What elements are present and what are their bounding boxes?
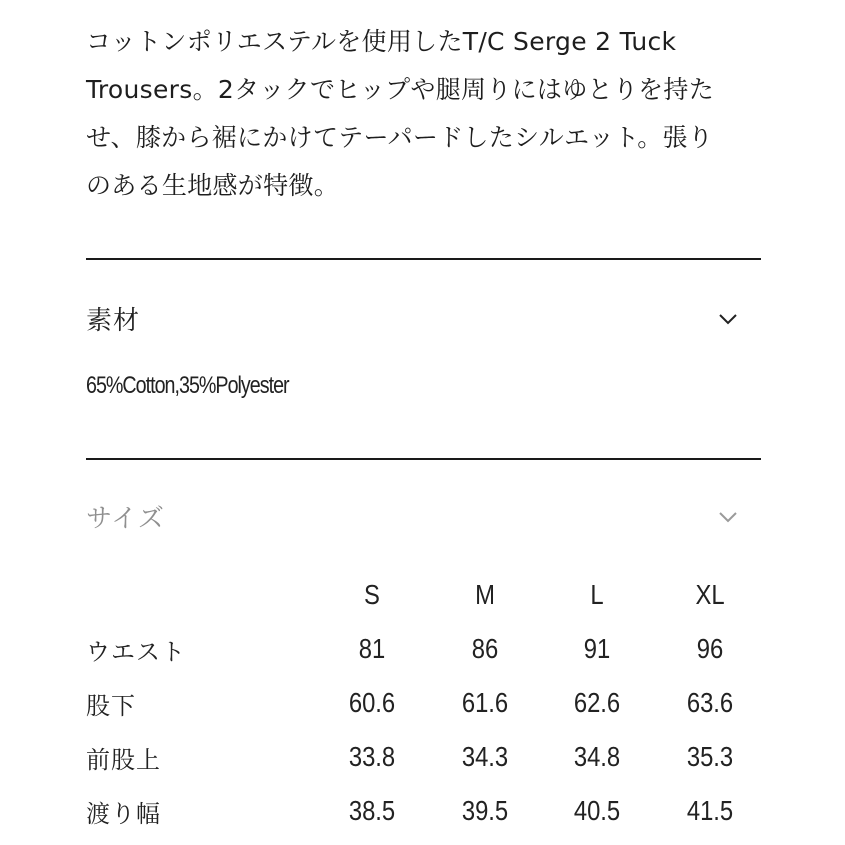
table-cell: 38.5 — [349, 795, 396, 826]
table-cell: 35.3 — [686, 741, 733, 772]
table-cell: 63.6 — [686, 687, 733, 718]
row-label: ウエスト — [86, 637, 186, 666]
chevron-down-icon[interactable] — [717, 312, 739, 326]
table-cell: 91 — [584, 633, 611, 664]
table-cell: 40.5 — [574, 795, 621, 826]
divider — [86, 458, 761, 460]
size-column-header: S — [364, 579, 381, 610]
table-cell: 34.3 — [461, 741, 508, 772]
description-line: Trousers。2タックでヒップや腿周りにはゆとりを持た — [86, 75, 715, 104]
description-line: コットンポリエステルを使用したT/C Serge 2 Tuck — [86, 27, 677, 56]
table-cell: 96 — [696, 633, 723, 664]
material-composition: 65%Cotton,35%Polyester — [86, 372, 289, 399]
table-cell: 86 — [471, 633, 498, 664]
table-cell: 41.5 — [686, 795, 733, 826]
size-table-corner — [86, 568, 316, 622]
product-description — [86, 18, 776, 210]
table-cell: 33.8 — [349, 741, 396, 772]
table-row — [86, 730, 766, 784]
material-section-title[interactable]: 素材 — [86, 306, 141, 336]
description-line: せ、膝から裾にかけてテーパードしたシルエット。張り — [86, 123, 714, 152]
size-table-header-row — [86, 568, 766, 622]
size-table — [86, 568, 766, 838]
table-cell: 39.5 — [461, 795, 508, 826]
table-row — [86, 622, 766, 676]
table-cell: 34.8 — [574, 741, 621, 772]
row-label: 渡り幅 — [86, 799, 161, 828]
size-column-header: XL — [695, 579, 725, 610]
table-cell: 62.6 — [574, 687, 621, 718]
divider — [86, 258, 761, 260]
row-label: 前股上 — [86, 745, 161, 774]
table-row — [86, 676, 766, 730]
table-cell: 61.6 — [461, 687, 508, 718]
table-cell: 81 — [359, 633, 386, 664]
size-section-title[interactable]: サイズ — [86, 504, 165, 534]
table-cell: 60.6 — [349, 687, 396, 718]
row-label: 股下 — [86, 691, 136, 720]
size-column-header: M — [474, 579, 495, 610]
size-column-header: L — [590, 579, 604, 610]
chevron-down-icon[interactable] — [717, 510, 739, 524]
table-row — [86, 784, 766, 838]
description-line: のある生地感が特徴。 — [86, 171, 340, 200]
